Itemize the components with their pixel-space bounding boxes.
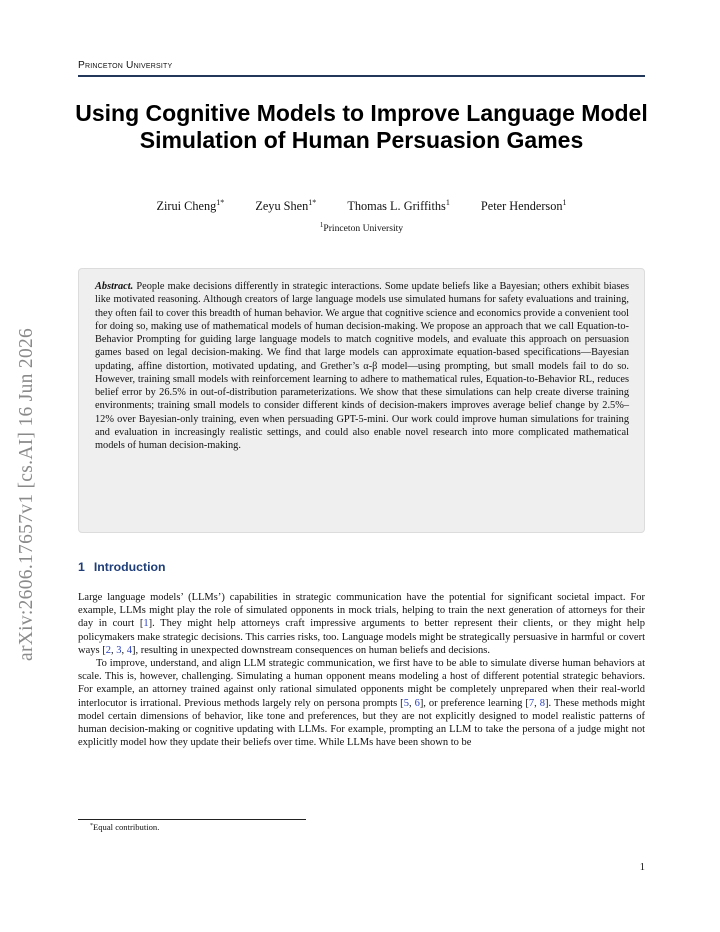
abstract bbox=[95, 280, 629, 452]
section-number: 1 bbox=[78, 560, 85, 574]
paragraph bbox=[78, 657, 645, 749]
author-mark: 1 bbox=[445, 198, 450, 207]
citation-link[interactable]: 5 bbox=[403, 697, 409, 709]
introduction-body bbox=[78, 591, 645, 749]
author-name: Zeyu Shen bbox=[255, 199, 309, 213]
citation-link[interactable]: 3 bbox=[116, 644, 122, 656]
paragraph-text: Large language models’ (LLMs’) capabilities in strategic communication have the potential for significant societal impact. For example, LLMs might play the role of simulated opponents in mock trials, helping to train the next generation of attorneys for their day in court [ bbox=[78, 592, 645, 630]
paragraph-text: ], resulting in unexpected downstream consequences on human beliefs and decisions. bbox=[131, 644, 491, 656]
paper-title: Using Cognitive Models to Improve Language Model Simulation of Human Persuasion Games bbox=[75, 100, 648, 153]
paragraph-text: ], or preference learning [ bbox=[419, 697, 529, 709]
citation-link[interactable]: 1 bbox=[143, 618, 149, 630]
paragraph-text: , bbox=[121, 644, 127, 656]
abstract-body: People make decisions differently in strategic interactions. Some update beliefs like a Bayesian; others exhibit biases like motivated reasoning. Although creators of large language models use simulated humans for safety evaluations and training, they often fail to cover this breadth of human behavior. We argue that cognitive science and economics provide a convenient tool for doing so, making use of mathematical models of human decision-making. We propose an approach that we call Equation-to-Behavior Prompting for guiding large language models to match cognitive models, and evaluate this approach on persuasion games based on legal decision-making. We find that large models can approximate equation-based specifications—Bayesian updating, affine distortion, motivated updating, and Grether’s α-β model—using prompting, but small models fail to do so. However, training small models with reinforcement learning to adhere to mathematical rules, Equation-to-Behavior RL, reduces belief error by 26.5% in out-of-distribution parameterizations. We show that these simulations can help create diverse training environments; training small models to consider different kinds of decision-makers improves average belief change by 2.5%–12% over Bayesian-only training, even when persuading GPT-5-mini. Our work could improve human simulations for training and evaluation in increasingly realistic settings, and could also enable novel research into more complicated mathematical models of human decision-making. bbox=[95, 281, 629, 451]
citation-link[interactable]: 8 bbox=[539, 697, 545, 709]
paragraph-text: , bbox=[110, 644, 117, 656]
footnote bbox=[90, 822, 159, 832]
citation-link[interactable]: 2 bbox=[105, 644, 111, 656]
header-institution: Princeton University bbox=[78, 60, 173, 71]
arxiv-identifier-stamp: arXiv:2606.17657v1 [cs.AI] 16 Jun 2026 bbox=[16, 327, 37, 661]
affiliation-mark: 1 bbox=[319, 221, 324, 229]
paragraph-text: , bbox=[408, 697, 415, 709]
author-name: Thomas L. Griffiths bbox=[347, 199, 446, 213]
author-list bbox=[78, 198, 645, 214]
affiliation-name: Princeton University bbox=[323, 223, 404, 234]
paragraph bbox=[78, 591, 645, 657]
affiliation bbox=[78, 221, 645, 234]
section-title: Introduction bbox=[93, 560, 166, 574]
paragraph-text: , bbox=[534, 697, 540, 709]
author-mark: 1 bbox=[562, 198, 567, 207]
citation-link[interactable]: 6 bbox=[414, 697, 420, 709]
page-number: 1 bbox=[639, 862, 645, 873]
author-mark: 1* bbox=[308, 198, 317, 207]
author-name: Peter Henderson bbox=[480, 199, 563, 213]
author-name: Zirui Cheng bbox=[156, 199, 217, 213]
author bbox=[481, 198, 567, 214]
citation-link[interactable]: 7 bbox=[528, 697, 535, 709]
paragraph-text: ]. They might help attorneys craft impressive arguments to better represent their clients, or they might help policymakers make strategic decisions. This carries risks, too. Language models might be strategically persuasive in harmful or covert ways [ bbox=[78, 618, 645, 656]
paragraph-text: ]. These methods might model certain dimensions of behavior, like tone and preferences, but they are not explicitly designed to model realistic patterns of human decision-making or cognitive updating with LLMs. For example, prompting an LLM to take the persona of a judge might not explicitly model how they update their beliefs over time. While LLMs have been shown to be bbox=[78, 697, 646, 749]
header-rule bbox=[78, 75, 645, 77]
citation-link[interactable]: 4 bbox=[126, 644, 132, 656]
author bbox=[347, 198, 449, 214]
abstract-label: Abstract. bbox=[95, 281, 134, 292]
author-mark: 1* bbox=[216, 198, 225, 207]
paragraph-text: To improve, understand, and align LLM strategic communication, we first have to be able to simulate diverse human behaviors at scale. This is, however, challenging. Simulating a human opponent means modeling a host of different potential strategic behaviors. For example, an attorney trained against only rational simulated opponents might be completely unprepared when their real-world interlocutor is irrational. Previous methods largely rely on persona prompts [ bbox=[78, 658, 645, 709]
footnote-text: Equal contribution. bbox=[93, 822, 160, 832]
author bbox=[156, 198, 224, 214]
footnote-rule bbox=[78, 819, 306, 820]
running-header bbox=[78, 60, 645, 71]
footnote-mark: * bbox=[90, 823, 93, 829]
section-heading bbox=[78, 560, 166, 574]
author bbox=[255, 198, 316, 214]
